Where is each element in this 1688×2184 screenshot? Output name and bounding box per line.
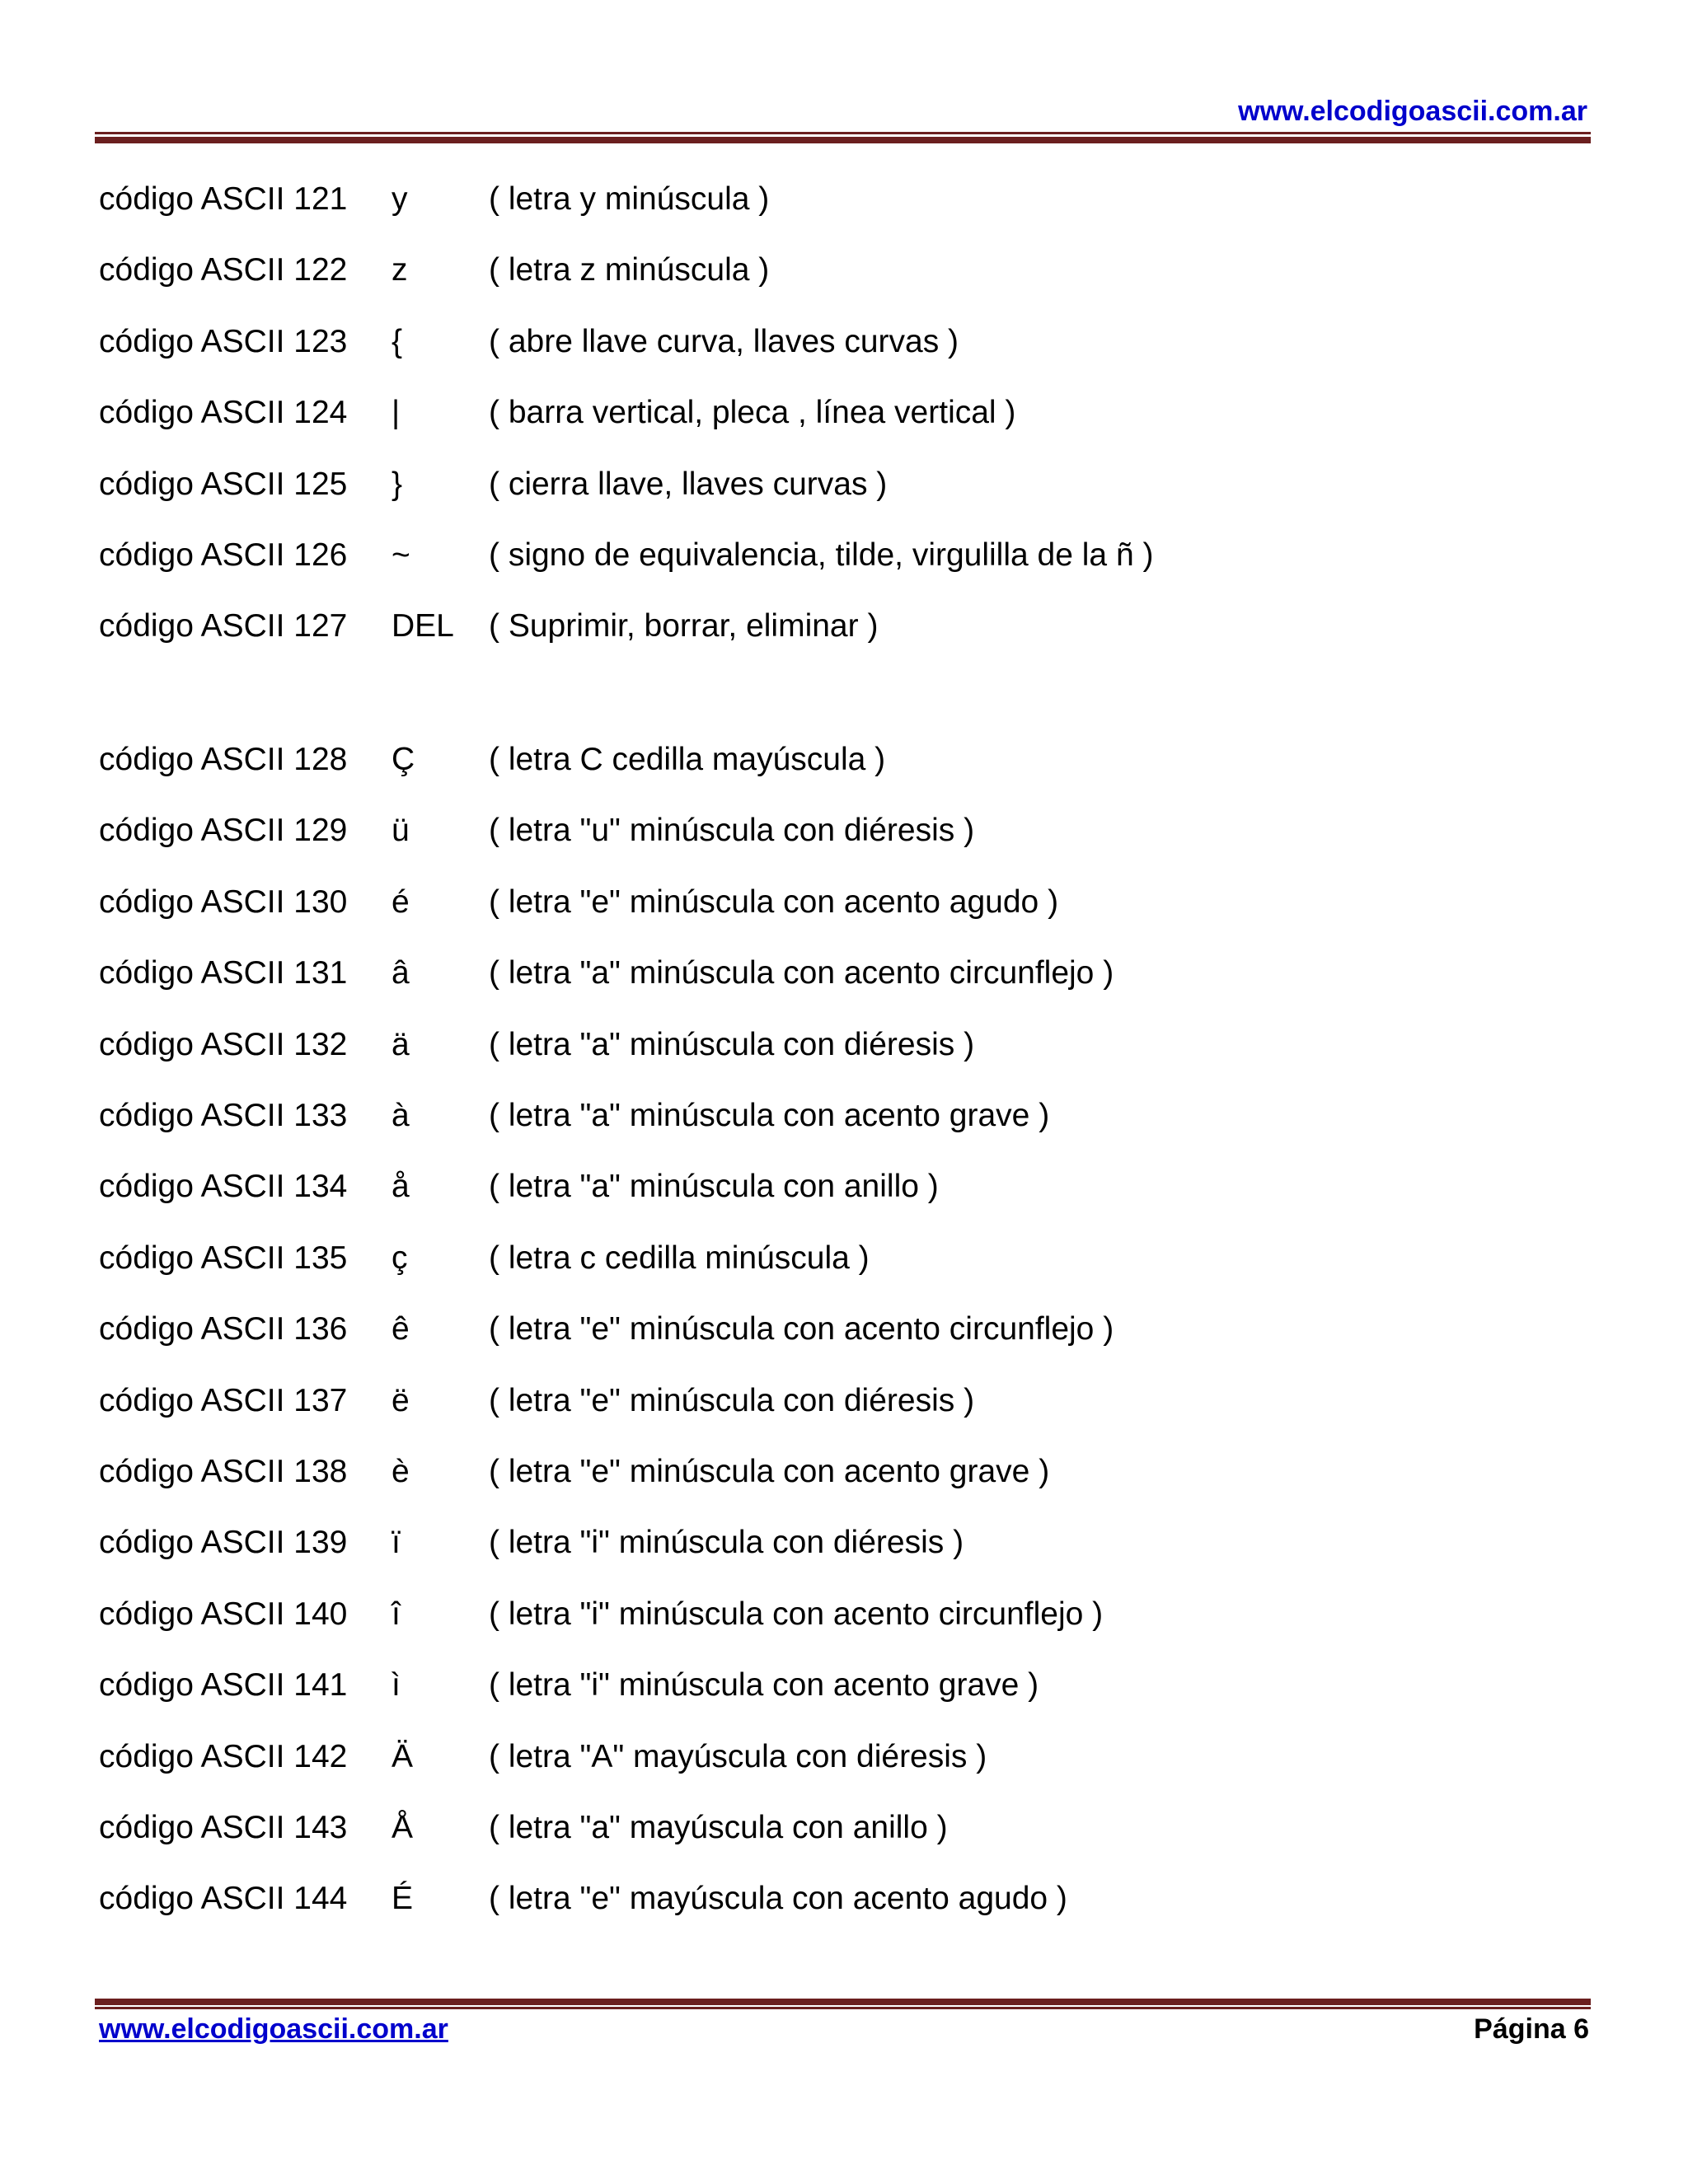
header-rule-thick [95,137,1591,143]
ascii-character: ë [392,1382,410,1418]
ascii-description: ( letra z minúscula ) [489,252,770,288]
ascii-description: ( letra "e" minúscula con acento circunflejo ) [489,1311,1114,1347]
ascii-code-label: código ASCII 127 [99,608,348,644]
ascii-description: ( signo de equivalencia, tilde, virgulilla de la ñ ) [489,537,1154,573]
ascii-character: | [392,395,401,431]
ascii-character: } [392,466,403,502]
footer-link[interactable]: www.elcodigoascii.com.ar [99,2013,448,2045]
ascii-code-label: código ASCII 141 [99,1667,348,1704]
ascii-code-label: código ASCII 128 [99,742,348,777]
ascii-code-label: código ASCII 136 [99,1311,348,1347]
ascii-code-label: código ASCII 134 [99,1169,348,1205]
ascii-description: ( letra "a" minúscula con acento circunflejo ) [489,955,1114,991]
ascii-code-label: código ASCII 143 [99,1810,348,1845]
ascii-code-label: código ASCII 123 [99,323,348,359]
ascii-description: ( letra "a" minúscula con anillo ) [489,1169,939,1205]
ascii-character: ü [392,813,410,849]
ascii-character: î [392,1596,401,1632]
ascii-description: ( letra "i" minúscula con diéresis ) [489,1525,964,1561]
ascii-code-label: código ASCII 124 [99,395,348,431]
ascii-character: z [392,252,408,288]
ascii-character: Ç [392,742,415,777]
ascii-character: ~ [392,537,410,573]
ascii-description: ( abre llave curva, llaves curvas ) [489,323,959,359]
header-rule-thin [95,132,1591,134]
ascii-character: y [392,181,408,217]
ascii-code-label: código ASCII 135 [99,1240,348,1276]
ascii-code-label: código ASCII 130 [99,883,348,920]
ascii-description: ( barra vertical, pleca , línea vertical ) [489,395,1016,431]
ascii-character: { [392,323,403,359]
ascii-description: ( letra "a" minúscula con acento grave ) [489,1098,1050,1133]
ascii-character: é [392,883,410,920]
ascii-character: ï [392,1525,401,1561]
ascii-description: ( letra "a" mayúscula con anillo ) [489,1810,948,1845]
ascii-code-label: código ASCII 137 [99,1382,348,1418]
ascii-description: ( letra "e" minúscula con diéresis ) [489,1382,975,1418]
ascii-description: ( letra "i" minúscula con acento circunflejo ) [489,1596,1104,1632]
page-number: Página 6 [1474,2013,1589,2045]
ascii-description: ( letra c cedilla minúscula ) [489,1240,870,1276]
ascii-character: â [392,955,410,991]
ascii-description: ( letra y minúscula ) [489,181,770,217]
ascii-code-label: código ASCII 121 [99,181,348,217]
footer-rule-thick [95,1999,1591,2005]
ascii-character: DEL [392,608,454,644]
ascii-description: ( letra "u" minúscula con diéresis ) [489,813,975,849]
ascii-description: ( letra C cedilla mayúscula ) [489,742,886,777]
ascii-character: à [392,1098,410,1133]
ascii-code-label: código ASCII 126 [99,537,348,573]
ascii-description: ( letra "e" minúscula con acento grave ) [489,1454,1050,1489]
ascii-code-label: código ASCII 125 [99,466,348,502]
ascii-character: Ä [392,1738,414,1774]
ascii-code-label: código ASCII 142 [99,1738,348,1774]
ascii-character: å [392,1169,410,1205]
header-link[interactable]: www.elcodigoascii.com.ar [1238,96,1587,127]
ascii-description: ( letra "A" mayúscula con diéresis ) [489,1738,987,1774]
ascii-description: ( cierra llave, llaves curvas ) [489,466,888,502]
ascii-character: É [392,1881,414,1917]
ascii-code-label: código ASCII 129 [99,813,348,849]
ascii-code-label: código ASCII 132 [99,1026,348,1062]
footer-rule-thin [95,2007,1591,2009]
header-rule [95,132,1591,143]
ascii-character: ì [392,1667,401,1704]
ascii-code-label: código ASCII 144 [99,1881,348,1917]
ascii-code-label: código ASCII 122 [99,252,348,288]
ascii-description: ( letra "e" minúscula con acento agudo ) [489,883,1059,920]
ascii-description: ( Suprimir, borrar, eliminar ) [489,608,879,644]
ascii-character: è [392,1454,410,1489]
ascii-code-label: código ASCII 138 [99,1454,348,1489]
ascii-character: ç [392,1240,408,1276]
ascii-code-label: código ASCII 140 [99,1596,348,1632]
footer-rule [95,1999,1591,2010]
ascii-description: ( letra "e" mayúscula con acento agudo ) [489,1881,1067,1917]
ascii-code-label: código ASCII 133 [99,1098,348,1133]
ascii-code-label: código ASCII 139 [99,1525,348,1561]
ascii-code-label: código ASCII 131 [99,955,348,991]
ascii-character: ä [392,1026,410,1062]
ascii-description: ( letra "i" minúscula con acento grave ) [489,1667,1039,1704]
ascii-character: ê [392,1311,410,1347]
ascii-description: ( letra "a" minúscula con diéresis ) [489,1026,975,1062]
ascii-character: Å [392,1810,414,1845]
